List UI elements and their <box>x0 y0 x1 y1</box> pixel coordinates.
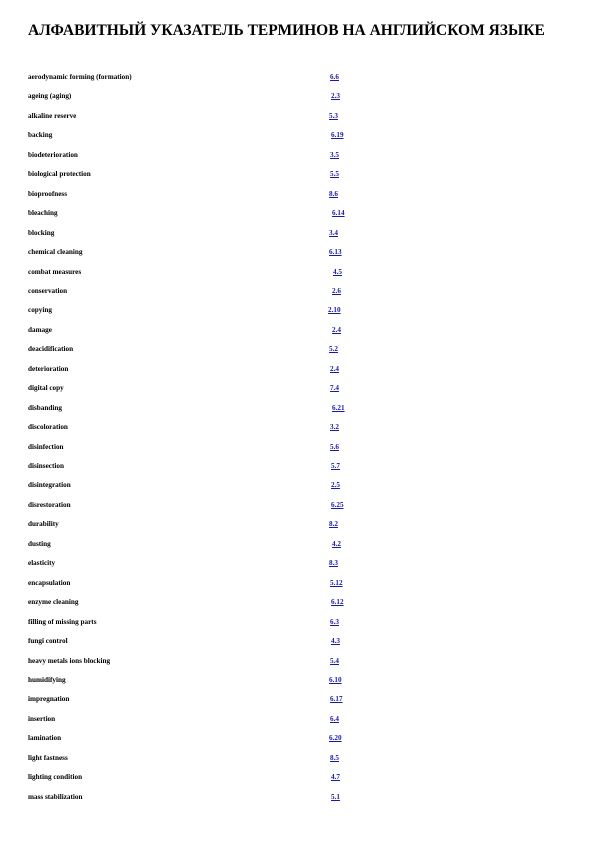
term-label: mass stabilization <box>28 792 83 801</box>
section-reference-link[interactable]: 2.4 <box>330 364 339 373</box>
term-label: disrestoration <box>28 500 71 509</box>
section-reference-link[interactable]: 6.12 <box>331 598 344 607</box>
section-reference-link[interactable]: 6.10 <box>329 675 342 684</box>
section-reference-link[interactable]: 5.7 <box>331 462 340 470</box>
section-reference-link[interactable]: 6.17 <box>330 695 343 704</box>
section-reference-link[interactable]: 4.2 <box>332 539 341 548</box>
index-entry <box>0 616 595 628</box>
section-reference-link[interactable]: 8.6 <box>329 189 338 198</box>
term-label: disinfection <box>28 442 64 451</box>
section-reference-link[interactable]: 6.6 <box>330 73 339 81</box>
index-entry <box>0 285 595 297</box>
term-label: aerodynamic forming (formation) <box>28 73 132 81</box>
term-label: digital copy <box>28 384 64 393</box>
term-label: elasticity <box>28 559 56 568</box>
term-label: disinsection <box>28 462 64 470</box>
term-label: fungi control <box>28 637 68 646</box>
term-label: discoloration <box>28 423 68 432</box>
index-entry <box>0 207 595 219</box>
section-reference-link[interactable]: 6.19 <box>331 131 344 140</box>
section-reference-link[interactable]: 5.5 <box>330 170 339 179</box>
term-label: heavy metals ions blocking <box>28 656 111 665</box>
term-label: insertion <box>28 714 56 723</box>
term-label: conservation <box>28 286 68 295</box>
section-reference-link[interactable]: 4.5 <box>333 267 342 276</box>
section-reference-link[interactable]: 8.3 <box>329 559 338 568</box>
page-title: АЛФАВИТНЫЙ УКАЗАТЕЛЬ ТЕРМИНОВ НА АНГЛИЙСКОМ ЯЗЫКЕ <box>28 22 545 39</box>
term-label: blocking <box>28 228 55 237</box>
index-entry <box>0 557 595 569</box>
index-entry <box>0 635 595 647</box>
index-entry <box>0 304 595 316</box>
term-label: enzyme cleaning <box>28 598 79 607</box>
term-label: biological protection <box>28 170 91 179</box>
index-entry <box>0 421 595 433</box>
section-reference-link[interactable]: 6.21 <box>332 403 345 412</box>
index-entry <box>0 266 595 278</box>
section-reference-link[interactable]: 2.4 <box>332 325 341 334</box>
section-reference-link[interactable]: 2.5 <box>331 481 340 490</box>
term-label: copying <box>28 306 52 315</box>
term-label: damage <box>28 325 52 334</box>
term-label: bioproofness <box>28 189 68 198</box>
term-label: lighting condition <box>28 773 83 782</box>
section-reference-link[interactable]: 6.25 <box>331 500 344 509</box>
section-reference-link[interactable]: 5.1 <box>331 792 340 801</box>
index-entry <box>0 713 595 725</box>
term-label: lamination <box>28 734 62 743</box>
section-reference-link[interactable]: 2.3 <box>331 92 340 101</box>
index-entry <box>0 324 595 336</box>
index-entry <box>0 71 595 83</box>
index-entry <box>0 246 595 258</box>
section-reference-link[interactable]: 6.20 <box>329 734 342 743</box>
index-entry <box>0 188 595 200</box>
index-entry <box>0 732 595 744</box>
index-entry <box>0 460 595 472</box>
term-label: backing <box>28 131 53 140</box>
index-entry <box>0 227 595 239</box>
section-reference-link[interactable]: 5.12 <box>330 578 343 587</box>
term-label: durability <box>28 520 59 529</box>
term-label: disbanding <box>28 403 62 412</box>
section-reference-link[interactable]: 4.7 <box>331 773 340 782</box>
term-label: chemical cleaning <box>28 248 83 257</box>
term-label: combat measures <box>28 267 82 276</box>
index-entry <box>0 479 595 491</box>
section-reference-link[interactable]: 7.4 <box>330 384 339 393</box>
section-reference-link[interactable]: 3.5 <box>330 150 339 159</box>
term-label: biodeterioration <box>28 150 78 159</box>
index-entry <box>0 110 595 122</box>
index-entry <box>0 382 595 394</box>
section-reference-link[interactable]: 6.14 <box>332 209 345 218</box>
term-label: ageing (aging) <box>28 92 72 101</box>
term-label: deacidification <box>28 345 74 354</box>
index-entry <box>0 538 595 550</box>
index-entry <box>0 693 595 705</box>
index-entry <box>0 168 595 180</box>
term-label: filling of missing parts <box>28 617 97 626</box>
section-reference-link[interactable]: 6.13 <box>329 248 342 257</box>
index-entry <box>0 791 595 803</box>
term-label: light fastness <box>28 753 68 762</box>
index-entry <box>0 441 595 453</box>
index-entry <box>0 752 595 764</box>
section-reference-link[interactable]: 8.2 <box>329 520 338 529</box>
term-label: encapsulation <box>28 578 71 587</box>
index-entry <box>0 771 595 783</box>
section-reference-link[interactable]: 6.4 <box>330 714 339 723</box>
index-entry <box>0 499 595 511</box>
section-reference-link[interactable]: 5.6 <box>330 442 339 451</box>
index-entry <box>0 149 595 161</box>
section-reference-link[interactable]: 2.10 <box>328 306 341 315</box>
term-label: deterioration <box>28 364 69 373</box>
section-reference-link[interactable]: 5.2 <box>329 345 338 354</box>
index-entry <box>0 596 595 608</box>
section-reference-link[interactable]: 4.3 <box>331 637 340 646</box>
index-entry <box>0 402 595 414</box>
section-reference-link[interactable]: 2.6 <box>332 286 341 295</box>
section-reference-link[interactable]: 6.3 <box>330 617 339 626</box>
index-entry <box>0 343 595 355</box>
term-label: bleaching <box>28 209 58 218</box>
term-label: disintegration <box>28 481 71 490</box>
index-entry <box>0 90 595 102</box>
section-reference-link[interactable]: 8.5 <box>330 753 339 762</box>
section-reference-link[interactable]: 5.3 <box>329 111 338 120</box>
index-entry <box>0 655 595 667</box>
section-reference-link[interactable]: 5.4 <box>330 656 339 665</box>
term-label: dusting <box>28 539 51 548</box>
section-reference-link[interactable]: 3.2 <box>330 423 339 432</box>
term-label: humidifying <box>28 675 66 684</box>
index-entry <box>0 577 595 589</box>
index-entry <box>0 674 595 686</box>
term-label: impregnation <box>28 695 70 704</box>
section-reference-link[interactable]: 3.4 <box>329 228 338 237</box>
index-entry <box>0 363 595 375</box>
term-label: alkaline reserve <box>28 111 77 120</box>
index-entry <box>0 129 595 141</box>
index-entry <box>0 518 595 530</box>
